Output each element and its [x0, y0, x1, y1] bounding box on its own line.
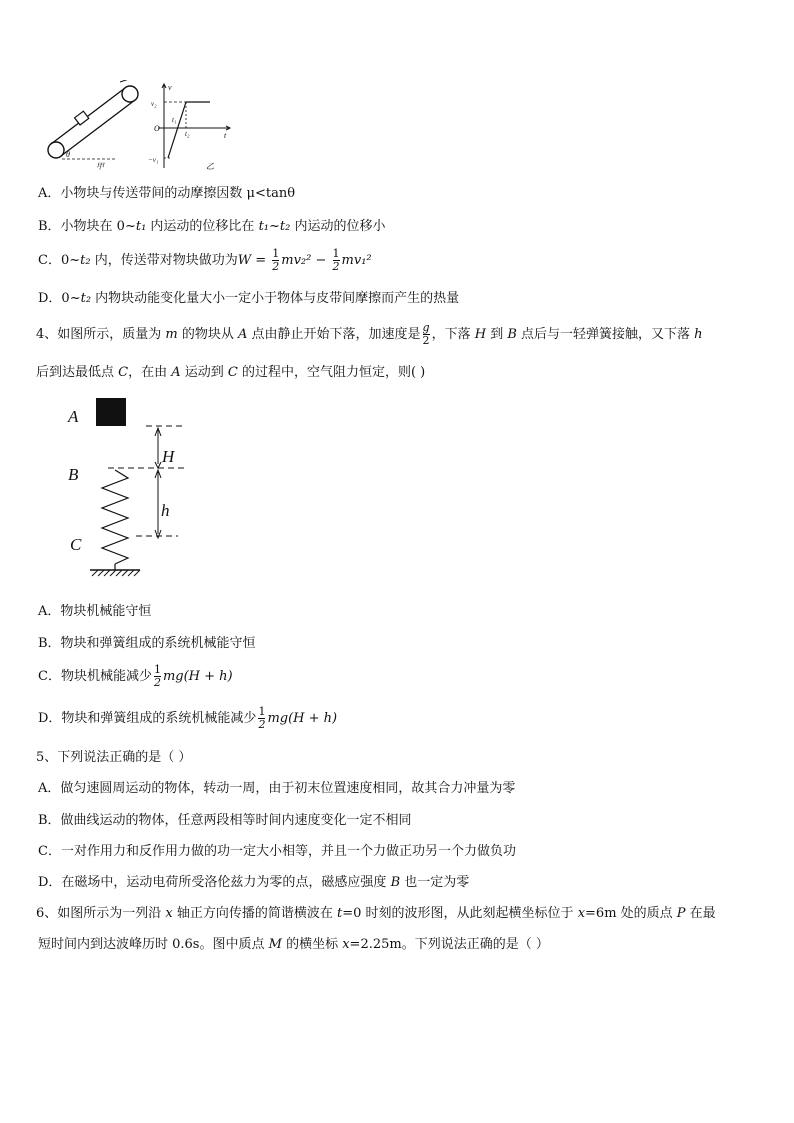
minus-v1-label: −v₁ — [148, 156, 159, 164]
v-axis-label: v — [168, 83, 172, 92]
q4-option-a: A．物块机械能守恒 — [38, 604, 152, 619]
q3-c-term2: mv₁² — [341, 253, 372, 268]
fig-label-b: B — [68, 465, 79, 484]
q4-option-c: C．物块机械能减少 $\frac{1}{2}$ mg(H + h) — [38, 663, 233, 689]
t2-label: t₂ — [185, 130, 190, 138]
q5-option-d: D．在磁场中，运动电荷所受洛伦兹力为零的点，磁感应强度 B 也一定为零 — [38, 875, 470, 890]
fig-label-c: C — [70, 535, 82, 554]
q4-stem-line2: 后到达最低点 C，在由 A 运动到 C 的过程中，空气阻力恒定，则( ) — [36, 365, 426, 380]
q3-b-t1: t₁ — [135, 219, 147, 234]
q3-c-frac2: $\frac{1}{2}$ — [332, 247, 340, 273]
jia-label: 甲 — [96, 162, 104, 170]
conveyor-belt-figure — [40, 80, 150, 170]
q4-option-b: B．物块和弹簧组成的系统机械能守恒 — [38, 636, 256, 651]
q3-option-a: A．小物块与传送带间的动摩擦因数 μ<tanθ — [38, 186, 296, 201]
q6-stem-line2: 短时间内到达波峰历时 0.6s。图中质点 M 的横坐标 x=2.25m。下列说法正确的是（ ） — [38, 937, 549, 952]
q5-option-b: B．做曲线运动的物体，任意两段相等时间内速度变化一定不相同 — [38, 813, 412, 828]
q3-b-pre: B．小物块在 0~ — [38, 219, 136, 234]
yi-label: 乙 — [206, 162, 214, 171]
q5-option-c: C．一对作用力和反作用力做的功一定大小相等，并且一个力做正功另一个力做负功 — [38, 844, 516, 859]
spring-block-figure — [60, 392, 200, 582]
q3-b-mid: 内运动的位移比在 — [146, 219, 259, 234]
t1-label: t₁ — [172, 116, 177, 124]
origin-label: O — [154, 124, 160, 133]
q4-d-frac: $\frac{1}{2}$ — [258, 705, 266, 731]
q3-c-t2: t₂ — [80, 253, 91, 268]
q3-c-mid: 内，传送带对物块做功为 — [90, 253, 238, 268]
q5-option-a: A．做匀速圆周运动的物体，转动一周，由于初末位置速度相同，故其合力冲量为零 — [38, 781, 516, 796]
theta-label: θ — [66, 150, 70, 159]
q3-option-d — [38, 290, 459, 308]
q3-d-post: 内物块动能变化量大小一定小于物体与皮带间摩擦而产生的热量 — [91, 291, 460, 306]
q6-stem-line1: 6、如图所示为一列沿 x 轴正方向传播的简谐横波在 t=0 时刻的波形图，从此刻起横坐标位于 x=6m 处的质点 P 在最 — [36, 906, 716, 921]
q3-b-t12: t₁~t₂ — [258, 219, 291, 234]
q4-option-d: D．物块和弹簧组成的系统机械能减少 $\frac{1}{2}$ mg(H + h) — [38, 705, 338, 731]
q3-b-post: 内运动的位移小 — [290, 219, 386, 234]
fig-label-H: H — [162, 447, 175, 466]
fig-label-a: A — [68, 407, 79, 426]
q3-d-pre: D．0~ — [38, 291, 81, 306]
q3-c-minus: − — [311, 253, 331, 268]
q3-option-b — [38, 218, 385, 236]
q3-c-w: W — [237, 253, 252, 268]
q4-g-over-2: $\frac{g}{2}$ — [422, 321, 430, 347]
q3-c-pre: C．0~ — [38, 253, 81, 268]
q3-c-frac1: $\frac{1}{2}$ — [272, 247, 280, 273]
fig-label-h: h — [161, 501, 170, 520]
vt-graph-figure — [148, 80, 248, 172]
q4-c-frac: $\frac{1}{2}$ — [153, 663, 161, 689]
q3-option-c — [38, 248, 372, 274]
q3-c-eq: = — [251, 253, 271, 268]
q3-d-t2: t₂ — [80, 291, 92, 306]
q4-stem-line1: 4、如图所示，质量为 m 的物块从 A 点由静止开始下落，加速度是 $\frac{g}{2}$ ，下落 H 到 B 点后与一轻弹簧接触，又下落 h — [36, 321, 703, 347]
t-axis-label: t — [224, 131, 227, 140]
q3-c-term1: mv₂² — [281, 253, 312, 268]
v2-label: v₂ — [151, 100, 157, 108]
q5-stem: 5、下列说法正确的是（ ） — [36, 750, 192, 765]
